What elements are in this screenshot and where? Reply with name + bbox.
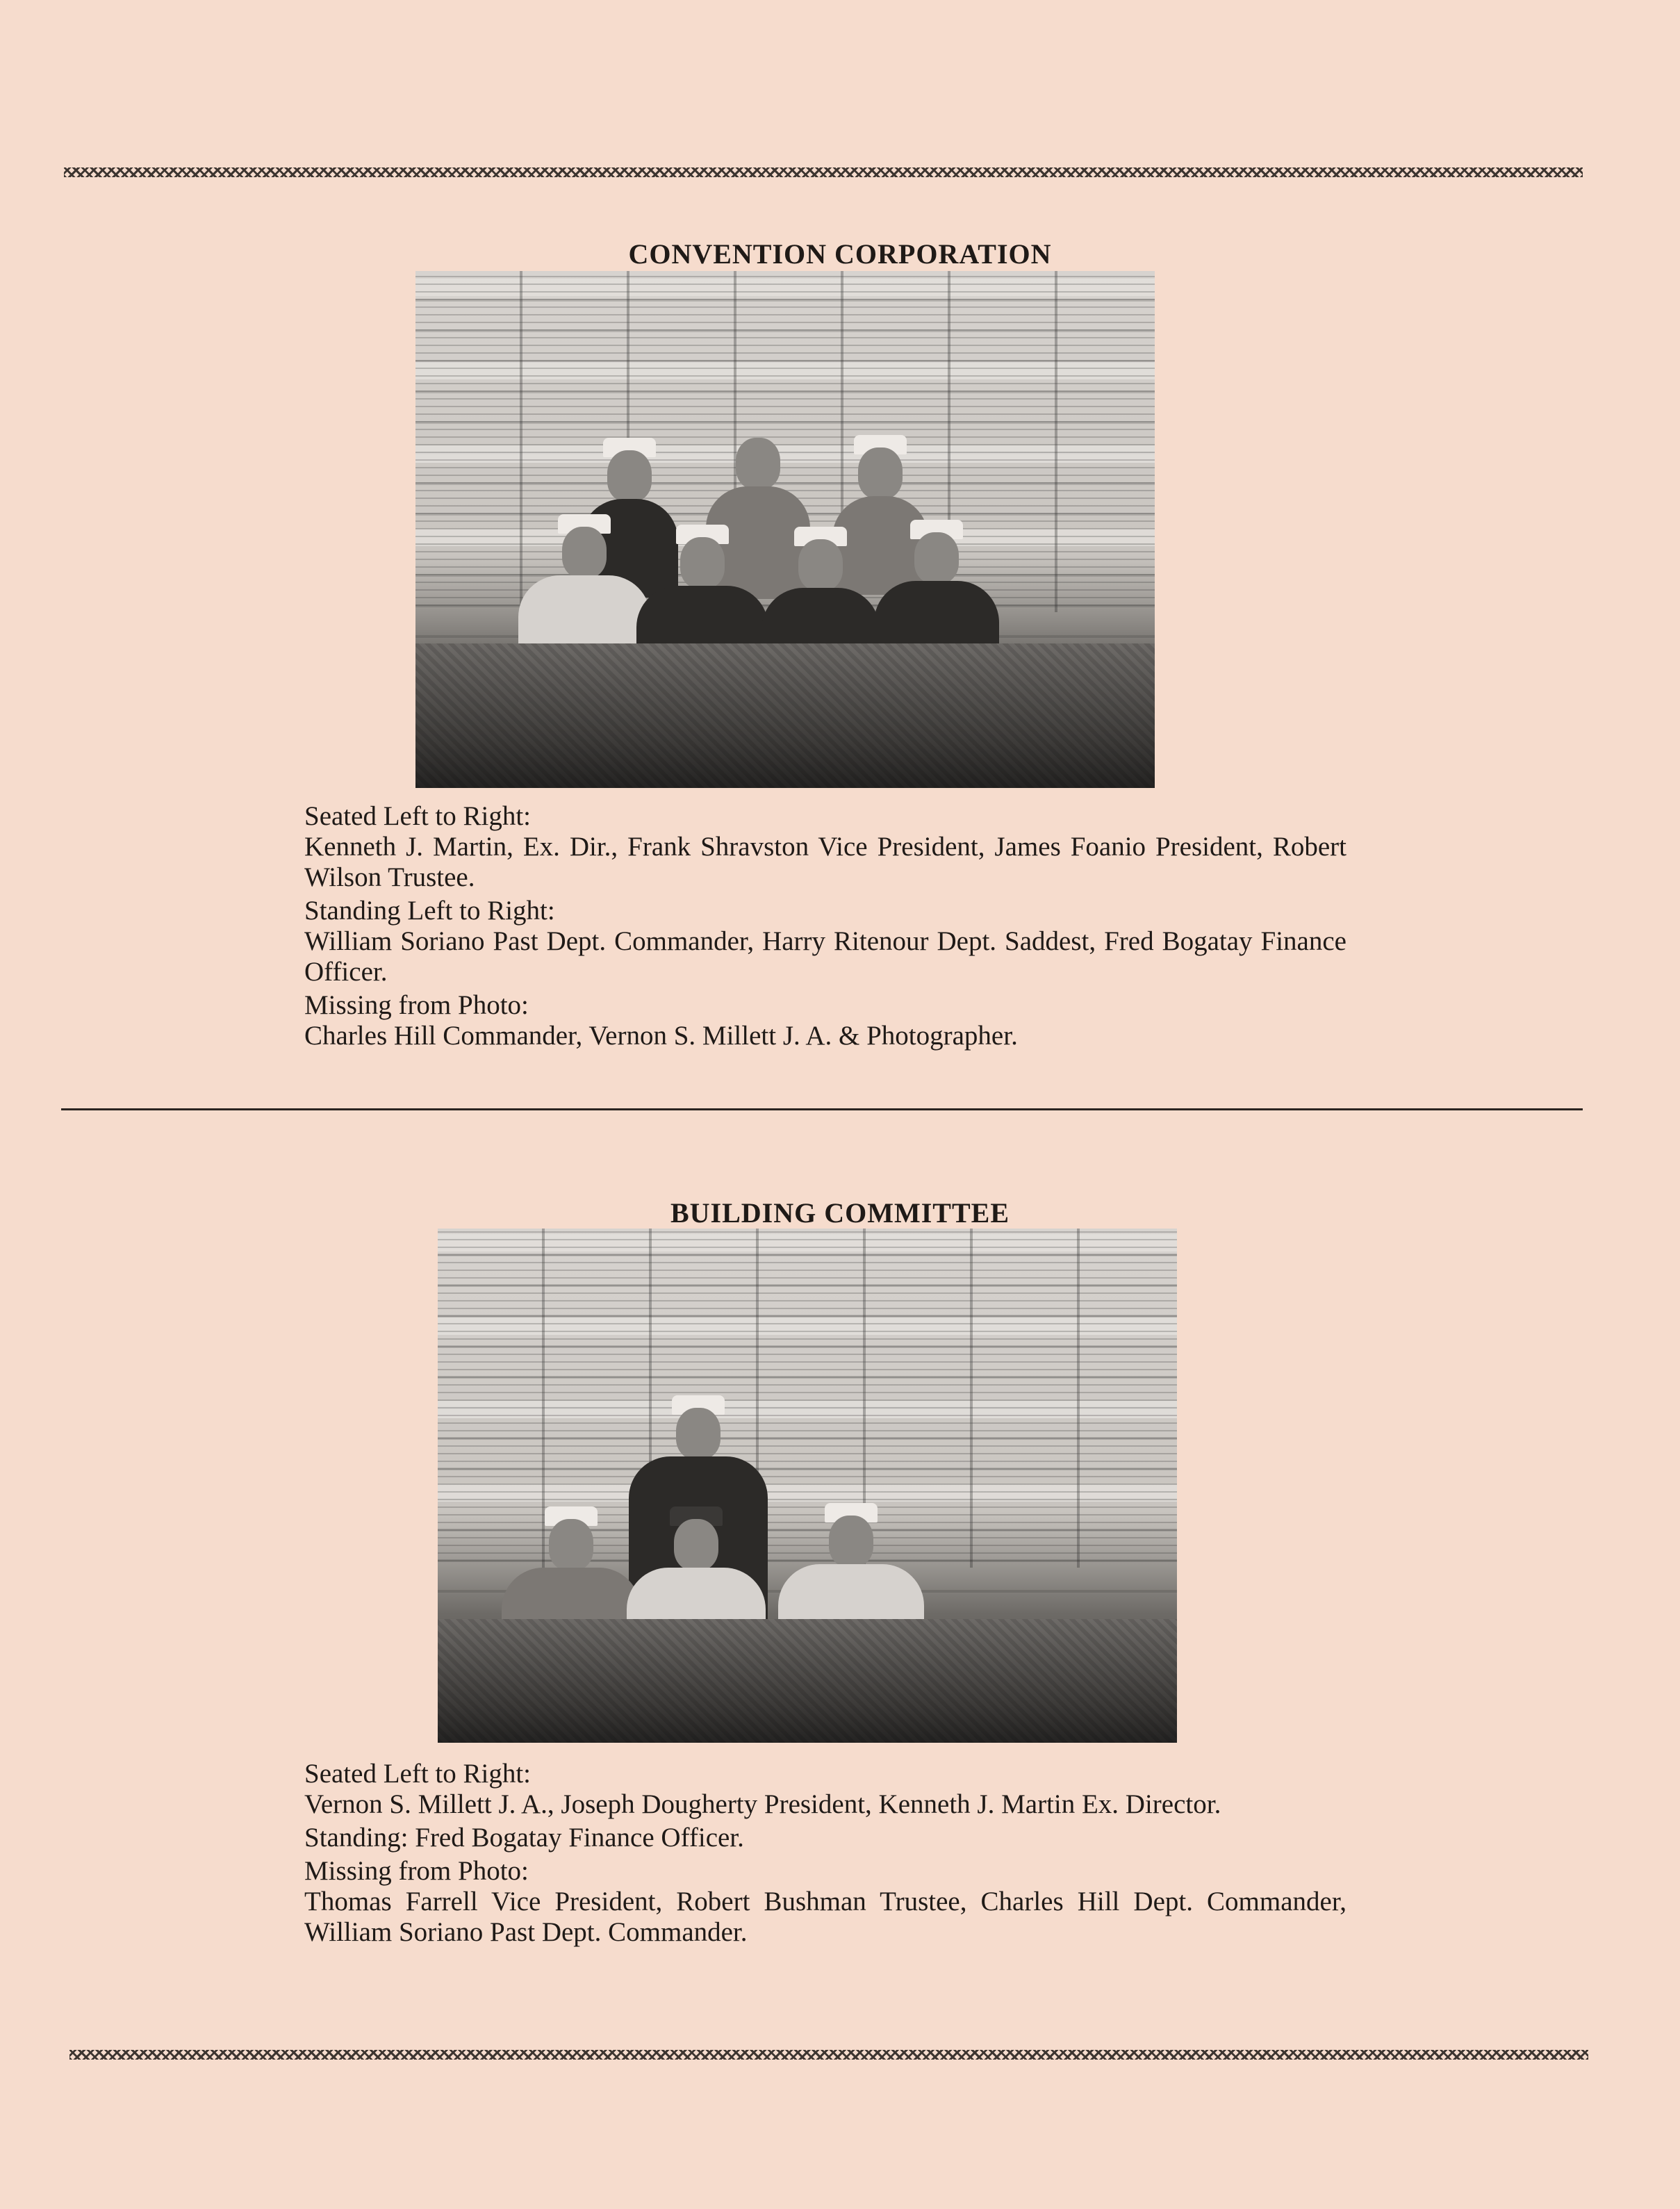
seated-person [518, 514, 650, 660]
caption-convention-corporation [304, 801, 1347, 1051]
decorative-border-top [64, 167, 1583, 177]
conference-table [415, 643, 1155, 788]
standing-names: William Soriano Past Dept. Commander, Harry Ritenour Dept. Saddest, Fred Bogatay Finance Officer. [304, 926, 1347, 987]
decorative-border-bottom [69, 2050, 1588, 2060]
seated-names: Vernon S. Millett J. A., Joseph Dougherty President, Kenneth J. Martin Ex. Director. [304, 1789, 1221, 1819]
group-photo-building-committee [438, 1229, 1177, 1743]
section-title-building-committee: BUILDING COMMITTEE [670, 1197, 1010, 1229]
missing-names: Thomas Farrell Vice President, Robert Bushman Trustee, Charles Hill Dept. Commander, William Soriano Past Dept. Commander. [304, 1887, 1347, 1947]
missing-label: Missing from Photo: [304, 990, 529, 1020]
seated-label: Seated Left to Right: [304, 801, 532, 831]
seated-names: Kenneth J. Martin, Ex. Dir., Frank Shravston Vice President, James Foanio President, Robert Wilson Trustee. [304, 832, 1347, 892]
section-title-convention-corporation: CONVENTION CORPORATION [628, 238, 1052, 270]
missing-label: Missing from Photo: [304, 1856, 529, 1886]
seated-person [874, 520, 999, 662]
conference-table [438, 1619, 1177, 1743]
seated-label: Seated Left to Right: [304, 1759, 532, 1789]
missing-names: Charles Hill Commander, Vernon S. Millett J. A. & Photographer. [304, 1021, 1018, 1051]
standing-label: Standing Left to Right: [304, 896, 555, 926]
standing-names: Standing: Fred Bogatay Finance Officer. [304, 1823, 744, 1853]
section-divider [61, 1108, 1583, 1110]
group-photo-convention-corporation [415, 271, 1155, 788]
caption-building-committee [304, 1759, 1347, 1948]
seated-person [761, 527, 880, 662]
